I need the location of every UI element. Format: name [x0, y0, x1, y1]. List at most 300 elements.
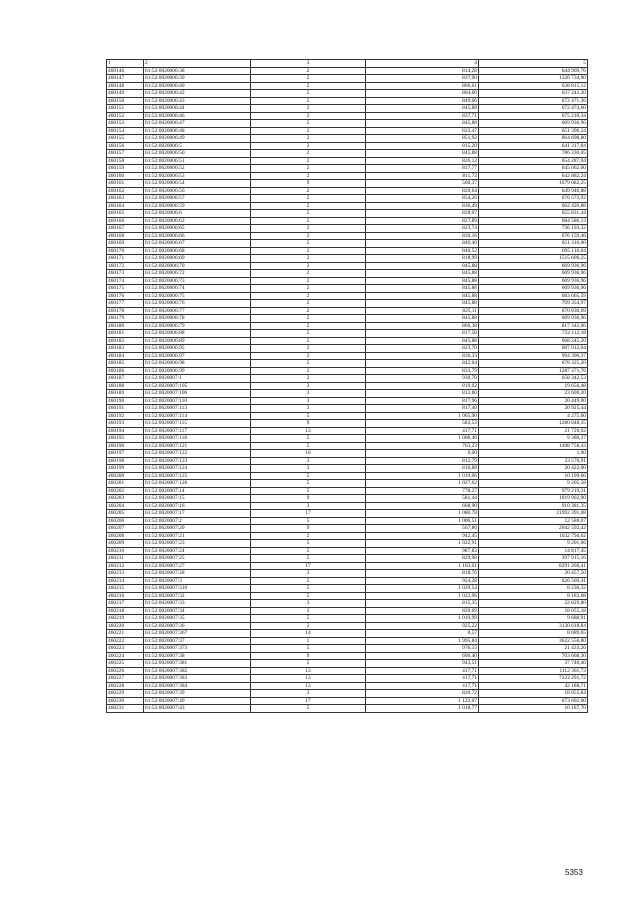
table-cell-col-2: 61:52:0020007:367 [144, 630, 251, 638]
table-row [107, 352, 588, 360]
table-cell-col-3: 3 [251, 690, 366, 698]
table-cell-col-4: 804,60 [366, 90, 479, 98]
table-cell-col-4: 1 008,46 [366, 435, 479, 443]
table-cell-col-2: 61:52:0020007:32 [144, 592, 251, 600]
table-cell-col-3: 3 [251, 607, 366, 615]
table-row [107, 165, 588, 173]
table-cell-col-1: 460153 [107, 120, 144, 128]
table-cell-col-3: 2 [251, 120, 366, 128]
table-cell-col-1: 460231 [107, 705, 144, 713]
table-cell-col-3: 2 [251, 307, 366, 315]
table-row [107, 555, 588, 563]
table-cell-col-3: 2 [251, 360, 366, 368]
table-cell-col-4: 924,28 [366, 577, 479, 585]
table-cell-col-1: 460186 [107, 367, 144, 375]
table-cell-col-4: 849,06 [366, 97, 479, 105]
table-cell-col-3: 2 [251, 202, 366, 210]
table-row [107, 127, 588, 135]
table-cell-col-5: 684 586,13 [479, 217, 588, 225]
table-cell-col-4: 845,88 [366, 150, 479, 158]
table-cell-col-3: 2 [251, 330, 366, 338]
table-cell-col-3: 14 [251, 630, 366, 638]
table-cell-col-3: 2 [251, 345, 366, 353]
table-cell-col-5: 22 829,80 [479, 600, 588, 608]
table-row [107, 367, 588, 375]
header-cell-5: 5 [479, 60, 588, 68]
table-cell-col-5: 1280 848,35 [479, 420, 588, 428]
table-cell-col-1: 460208 [107, 532, 144, 540]
table-cell-col-5: 9 380,37 [479, 435, 588, 443]
table-row [107, 442, 588, 450]
table-cell-col-4: 417,71 [366, 675, 479, 683]
table-cell-col-4: 763,23 [366, 442, 479, 450]
table-cell-col-4: 818,76 [366, 570, 479, 578]
table-cell-col-4: 830,16 [366, 232, 479, 240]
table-cell-col-5: 817 342,06 [479, 322, 588, 330]
table-cell-col-3: 2 [251, 247, 366, 255]
table-cell-col-5: 12 580,07 [479, 517, 588, 525]
table-cell-col-4: 1 995,84 [366, 637, 479, 645]
table-cell-col-5: 655 831,44 [479, 210, 588, 218]
table-row [107, 285, 588, 293]
table-cell-col-4: 833,79 [366, 367, 479, 375]
table-cell-col-1: 460169 [107, 240, 144, 248]
table-cell-col-3: 2 [251, 352, 366, 360]
table-cell-col-2: 61:52:0020007:110 [144, 397, 251, 405]
table-cell-col-1: 460187 [107, 375, 144, 383]
table-row [107, 225, 588, 233]
table-cell-col-1: 460148 [107, 82, 144, 90]
table-cell-col-2: 61:52:0020006:43 [144, 97, 251, 105]
table-cell-col-1: 460207 [107, 525, 144, 533]
table-cell-col-5: 736 193,32 [479, 225, 588, 233]
table-cell-col-5: 1,00 [479, 450, 588, 458]
table-cell-col-4: 1 027,62 [366, 480, 479, 488]
table-cell-col-3: 9 [251, 420, 366, 428]
table-row [107, 82, 588, 90]
table-cell-col-1: 460191 [107, 405, 144, 413]
table-row [107, 142, 588, 150]
table-cell-col-3: 2 [251, 82, 366, 90]
table-cell-col-3: 2 [251, 112, 366, 120]
table-cell-col-1: 460205 [107, 510, 144, 518]
table-row [107, 120, 588, 128]
table-cell-col-3: 9 [251, 495, 366, 503]
table-cell-col-2: 61:52:0020007:25 [144, 555, 251, 563]
table-cell-col-2: 61:52:0020007:23 [144, 540, 251, 548]
table-cell-col-4: 820,64 [366, 187, 479, 195]
table-cell-col-1: 460196 [107, 442, 144, 450]
table-cell-col-1: 460195 [107, 435, 144, 443]
table-cell-col-1: 460223 [107, 645, 144, 653]
table-cell-col-3: 2 [251, 157, 366, 165]
table-row [107, 112, 588, 120]
table-cell-col-3: 2 [251, 285, 366, 293]
table-cell-col-4: 943,51 [366, 660, 479, 668]
table-cell-col-3: 2 [251, 300, 366, 308]
table-cell-col-5: 1287 371,76 [479, 367, 588, 375]
table-cell-col-2: 61:52:0020006:51 [144, 157, 251, 165]
table-cell-col-3: 17 [251, 510, 366, 518]
table-row [107, 525, 588, 533]
table-cell-col-4: 845,88 [366, 120, 479, 128]
table-cell-col-5: 21 433,26 [479, 645, 588, 653]
table-cell-col-5: 1326 734,90 [479, 75, 588, 83]
table-cell-col-5: 2042 592,42 [479, 525, 588, 533]
table-cell-col-3: 2 [251, 270, 366, 278]
table-cell-col-4: 817,58 [366, 330, 479, 338]
table-row [107, 270, 588, 278]
table-cell-col-2: 61:52:0020007:105 [144, 382, 251, 390]
table-cell-col-2: 61:52:0020006:68 [144, 247, 251, 255]
table-cell-col-1: 460222 [107, 637, 144, 645]
table-cell-col-5: 3130 618,84 [479, 622, 588, 630]
table-row [107, 420, 588, 428]
table-cell-col-4: 845,88 [366, 292, 479, 300]
table-row [107, 607, 588, 615]
table-cell-col-3: 2 [251, 142, 366, 150]
table-cell-col-1: 460149 [107, 90, 144, 98]
table-row [107, 150, 588, 158]
table-cell-col-2: 61:52:0020006:99 [144, 367, 251, 375]
table-cell-col-2: 61:52:0020006:57 [144, 195, 251, 203]
table-cell-col-5: 37 740,40 [479, 660, 588, 668]
table-cell-col-3: 5 [251, 547, 366, 555]
table-cell-col-4: 854,26 [366, 195, 479, 203]
table-cell-col-4: 560,37 [366, 180, 479, 188]
table-cell-col-2: 61:52:0020006:69 [144, 255, 251, 263]
table-cell-col-4: 845,88 [366, 300, 479, 308]
table-cell-col-5: 18 055,18 [479, 607, 588, 615]
table-cell-col-1: 460184 [107, 352, 144, 360]
table-cell-col-4: 1 080,78 [366, 510, 479, 518]
table-row [107, 277, 588, 285]
table-cell-col-2: 61:52:0020006:54 [144, 180, 251, 188]
table-cell-col-2: 61:52:0020006:46 [144, 112, 251, 120]
table-cell-col-2: 61:52:0020006:75 [144, 292, 251, 300]
table-cell-col-3: 5 [251, 615, 366, 623]
table-row [107, 577, 588, 585]
table-row [107, 382, 588, 390]
table-cell-col-2: 61:52:0020006:88 [144, 330, 251, 338]
table-cell-col-1: 460228 [107, 682, 144, 690]
table-row [107, 337, 588, 345]
table-row [107, 105, 588, 113]
table-cell-col-1: 460204 [107, 502, 144, 510]
table-cell-col-5: 10 199,60 [479, 472, 588, 480]
table-cell-col-3: 2 [251, 127, 366, 135]
table-cell-col-5: 21 720,92 [479, 427, 588, 435]
table-cell-col-4: 827,89 [366, 217, 479, 225]
table-row [107, 375, 588, 383]
table-cell-col-2: 61:52:0020006:77 [144, 307, 251, 315]
table-cell-col-3: 5 [251, 645, 366, 653]
table-cell-col-3: 2 [251, 262, 366, 270]
table-row [107, 67, 588, 75]
table-cell-col-5: 670 830,69 [479, 307, 588, 315]
table-cell-col-2: 61:52:0020007:14 [144, 487, 251, 495]
table-cell-col-3: 2 [251, 240, 366, 248]
table-cell-col-2: 61:52:0020007:3 [144, 577, 251, 585]
table-cell-col-4: 818,99 [366, 255, 479, 263]
table-cell-col-3: 3 [251, 502, 366, 510]
table-cell-col-3: 2 [251, 255, 366, 263]
table-cell-col-5: 8 689,65 [479, 630, 588, 638]
table-cell-col-3: 5 [251, 517, 366, 525]
table-cell-col-1: 460182 [107, 337, 144, 345]
table-row [107, 547, 588, 555]
table-cell-col-4: 828,07 [366, 210, 479, 218]
table-cell-col-5: 709 354,97 [479, 300, 588, 308]
table-cell-col-3: 2 [251, 532, 366, 540]
table-cell-col-5: 1019 902,90 [479, 495, 588, 503]
table-cell-col-2: 61:52:0020007:114 [144, 412, 251, 420]
table-cell-col-5: 675 210,34 [479, 112, 588, 120]
table-cell-col-2: 61:52:0020007:24 [144, 547, 251, 555]
table-row [107, 90, 588, 98]
table-cell-col-5: 979 219,31 [479, 487, 588, 495]
table-cell-col-3: 5 [251, 592, 366, 600]
table-cell-col-4: 845,88 [366, 105, 479, 113]
table-cell-col-2: 61:52:0020006:66 [144, 232, 251, 240]
table-cell-col-5: 703 668,30 [479, 652, 588, 660]
table-cell-col-1: 460219 [107, 615, 144, 623]
table-cell-col-4: 840,52 [366, 247, 479, 255]
table-row [107, 637, 588, 645]
table-cell-col-4: 829,98 [366, 555, 479, 563]
table-cell-col-4: 942,45 [366, 532, 479, 540]
table-cell-col-3: 9 [251, 180, 366, 188]
table-cell-col-5: 669 936,96 [479, 120, 588, 128]
table-cell-col-5: 8291 260,41 [479, 562, 588, 570]
table-cell-col-4: 1 019,06 [366, 472, 479, 480]
table-cell-col-1: 460206 [107, 517, 144, 525]
table-row [107, 675, 588, 683]
table-cell-col-2: 61:52:0020007:373 [144, 645, 251, 653]
table-row [107, 585, 588, 593]
table-cell-col-2: 61:52:0020007:126 [144, 480, 251, 488]
table-cell-col-3: 2 [251, 105, 366, 113]
table-row [107, 652, 588, 660]
table-cell-col-5: 669 936,96 [479, 262, 588, 270]
table-cell-col-5: 642 882,24 [479, 172, 588, 180]
table-cell-col-2: 61:52:0020007:28 [144, 570, 251, 578]
table-cell-col-2: 61:52:0020006:47 [144, 120, 251, 128]
table-cell-col-5: 786 330,05 [479, 150, 588, 158]
table-row [107, 345, 588, 353]
table-cell-col-5: 10 187,70 [479, 705, 588, 713]
table-cell-col-4: 817,40 [366, 405, 479, 413]
table-cell-col-2: 61:52:0020006:52 [144, 165, 251, 173]
table-cell-col-1: 460168 [107, 232, 144, 240]
table-cell-col-2: 61:52:0020007:17 [144, 510, 251, 518]
table-row [107, 457, 588, 465]
table-cell-col-5: 397 915,16 [479, 555, 588, 563]
table-cell-col-5: 7323 291,72 [479, 675, 588, 683]
table-cell-col-3: 1 [251, 637, 366, 645]
table-cell-col-2: 61:52:0020007:117 [144, 427, 251, 435]
table-row [107, 502, 588, 510]
table-cell-col-4: 840,40 [366, 240, 479, 248]
table-cell-col-2: 61:52:0020007:106 [144, 390, 251, 398]
table-cell-col-5: 732 112,18 [479, 330, 588, 338]
table-cell-col-1: 460147 [107, 75, 144, 83]
table-row [107, 472, 588, 480]
table-cell-col-2: 61:52:0020006:65 [144, 225, 251, 233]
table-cell-col-3: 13 [251, 427, 366, 435]
table-cell-col-4: 845,88 [366, 262, 479, 270]
table-cell-col-2: 61:52:0020007:310 [144, 585, 251, 593]
table-cell-col-4: 1 103,01 [366, 562, 479, 570]
table-row [107, 412, 588, 420]
table-cell-col-2: 61:52:0020006:74 [144, 285, 251, 293]
table-cell-col-5: 649 946,88 [479, 187, 588, 195]
table-cell-col-2: 61:52:0020007:125 [144, 472, 251, 480]
table-cell-col-2: 61:52:0020007:20 [144, 525, 251, 533]
table-row [107, 660, 588, 668]
table-cell-col-1: 460162 [107, 187, 144, 195]
table-cell-col-5: 23 600,20 [479, 390, 588, 398]
table-row [107, 217, 588, 225]
table-row [107, 135, 588, 143]
table-cell-col-5: 669 936,96 [479, 315, 588, 323]
table-cell-col-1: 460194 [107, 427, 144, 435]
table-row [107, 592, 588, 600]
table-cell-col-1: 460156 [107, 142, 144, 150]
table-cell-col-4: 417,71 [366, 427, 479, 435]
table-cell-col-4: 813,80 [366, 390, 479, 398]
table-row [107, 705, 588, 713]
table-cell-col-3: 2 [251, 277, 366, 285]
table-cell-col-3: 13 [251, 675, 366, 683]
table-cell-col-1: 460163 [107, 195, 144, 203]
table-cell-col-4: 1 065,90 [366, 412, 479, 420]
table-cell-col-1: 460197 [107, 450, 144, 458]
table-cell-col-4: 930,70 [366, 375, 479, 383]
table-cell-col-4: 845,88 [366, 315, 479, 323]
table-cell-col-5: 669 936,96 [479, 285, 588, 293]
table-row [107, 195, 588, 203]
table-cell-col-1: 460188 [107, 382, 144, 390]
table-cell-col-5: 9 201,06 [479, 540, 588, 548]
table-cell-col-3: 17 [251, 697, 366, 705]
table-cell-col-2: 61:52:0020006:56 [144, 187, 251, 195]
table-cell-col-2: 61:52:0020006:50 [144, 150, 251, 158]
table-cell-col-3: 5 [251, 487, 366, 495]
table-cell-col-1: 460213 [107, 570, 144, 578]
table-cell-col-4: 820,69 [366, 607, 479, 615]
table-cell-col-4: 581,44 [366, 495, 479, 503]
table-row [107, 435, 588, 443]
table-row [107, 517, 588, 525]
table-cell-col-3: 2 [251, 75, 366, 83]
table-cell-col-3: 5 [251, 480, 366, 488]
table-cell-col-4: 567,86 [366, 525, 479, 533]
header-cell-3: 3 [251, 60, 366, 68]
table-cell-col-5: 1112 361,73 [479, 667, 588, 675]
header-cell-1: 1 [107, 60, 144, 68]
table-cell-col-1: 460183 [107, 345, 144, 353]
table-cell-col-4: 811,72 [366, 172, 479, 180]
table-cell-col-3: 5 [251, 705, 366, 713]
table-cell-col-5: 669 936,96 [479, 270, 588, 278]
table-cell-col-3: 16 [251, 450, 366, 458]
table-cell-col-4: 925,22 [366, 622, 479, 630]
table-cell-col-5: 695 110,04 [479, 247, 588, 255]
table-cell-col-1: 460150 [107, 97, 144, 105]
table-cell-col-1: 460211 [107, 555, 144, 563]
table-cell-col-1: 460226 [107, 667, 144, 675]
table-cell-col-4: 583,53 [366, 420, 479, 428]
table-cell-col-5: 1679 082,25 [479, 180, 588, 188]
table-cell-col-1: 460179 [107, 315, 144, 323]
table-cell-col-5: 678 325,20 [479, 360, 588, 368]
table-row [107, 667, 588, 675]
table-cell-col-4: 816,88 [366, 465, 479, 473]
table-row [107, 697, 588, 705]
table-row [107, 690, 588, 698]
table-cell-col-2: 61:52:0020007:122 [144, 450, 251, 458]
table-cell-col-5: 20 422,00 [479, 465, 588, 473]
table-cell-col-1: 460172 [107, 262, 144, 270]
table-cell-col-4: 845,88 [366, 270, 479, 278]
table-row [107, 322, 588, 330]
table-cell-col-3: 2 [251, 315, 366, 323]
table-cell-col-2: 61:52:0020006:67 [144, 240, 251, 248]
table-cell-col-1: 460158 [107, 157, 144, 165]
table-row [107, 390, 588, 398]
table-row [107, 180, 588, 188]
table-cell-col-2: 61:52:0020006:42 [144, 90, 251, 98]
table-cell-col-2: 61:52:0020006:40 [144, 82, 251, 90]
table-cell-col-4: 1 022,96 [366, 592, 479, 600]
table-cell-col-2: 61:52:0020007:118 [144, 435, 251, 443]
table-cell-col-4: 837,90 [366, 75, 479, 83]
table-cell-col-5: 18 055,84 [479, 690, 588, 698]
table-cell-col-1: 460229 [107, 690, 144, 698]
table-cell-col-5: 1515 606,25 [479, 255, 588, 263]
table-cell-col-1: 460212 [107, 562, 144, 570]
header-cell-2: 2 [144, 60, 251, 68]
table-cell-col-3: 2 [251, 172, 366, 180]
table-cell-col-1: 460175 [107, 285, 144, 293]
table-cell-col-4: 823,74 [366, 225, 479, 233]
table-cell-col-4: 668,90 [366, 502, 479, 510]
table-cell-col-5: 662 420,88 [479, 202, 588, 210]
table-cell-col-3: 5 [251, 540, 366, 548]
table-cell-col-5: 864 698,80 [479, 135, 588, 143]
table-cell-col-1: 460177 [107, 300, 144, 308]
table-cell-col-3: 2 [251, 375, 366, 383]
table-cell-col-5: 8 183,68 [479, 592, 588, 600]
table-cell-col-2: 61:52:0020007:34 [144, 607, 251, 615]
table-row [107, 307, 588, 315]
table-row [107, 487, 588, 495]
table-cell-col-3: 2 [251, 195, 366, 203]
table-cell-col-5: 644 909,76 [479, 67, 588, 75]
table-cell-col-2: 61:52:0020007:39 [144, 690, 251, 698]
table-cell-col-3: 17 [251, 562, 366, 570]
page-number: 5353 [565, 868, 583, 877]
table-cell-col-5: 19 656,48 [479, 382, 588, 390]
table-cell-col-5: 654 287,04 [479, 157, 588, 165]
table-cell-col-5: 673 602,00 [479, 697, 588, 705]
table-cell-col-1: 460170 [107, 247, 144, 255]
table-cell-col-1: 460203 [107, 495, 144, 503]
table-cell-col-1: 460199 [107, 465, 144, 473]
table-cell-col-5: 651 310,00 [479, 240, 588, 248]
table-cell-col-2: 61:52:0020006:89 [144, 337, 251, 345]
